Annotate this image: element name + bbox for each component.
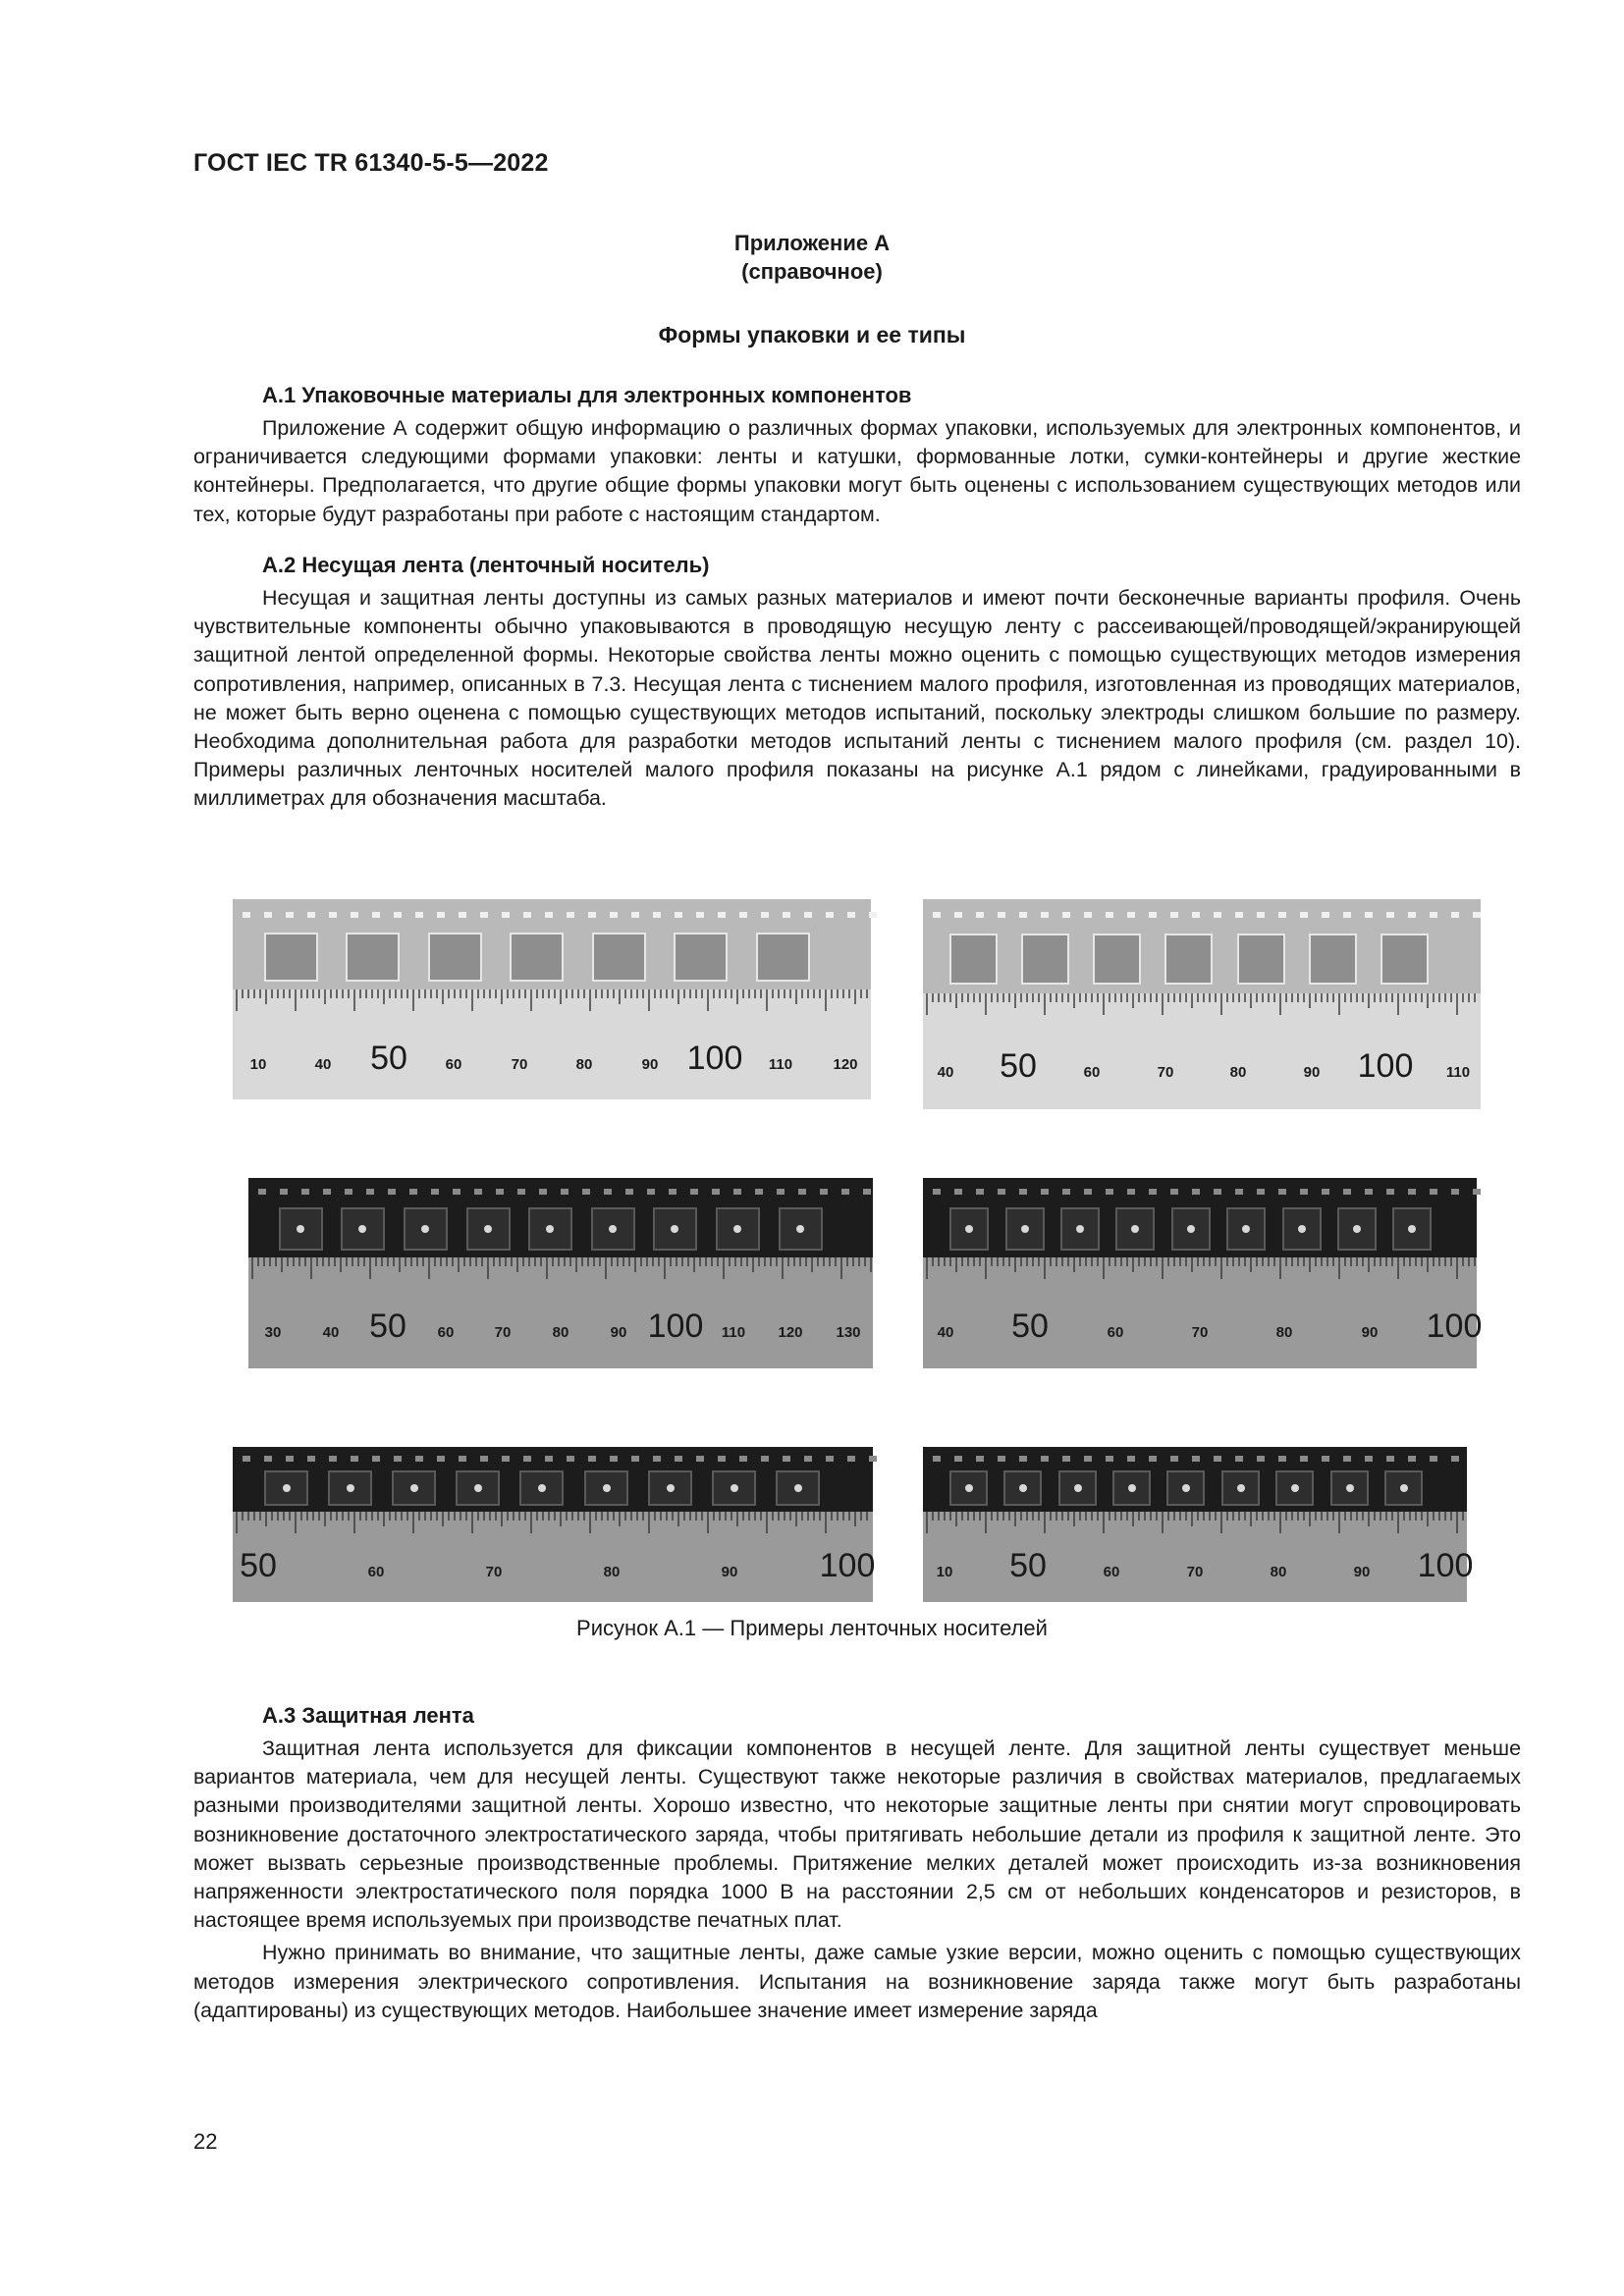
component-pocket [429, 934, 481, 981]
sprocket-hole [1235, 912, 1243, 918]
ruler-label: 40 [314, 1056, 332, 1073]
sprocket-hole [474, 1189, 482, 1195]
pocket-hole [796, 1225, 804, 1233]
sprocket-hole [1386, 912, 1394, 918]
ruler-label: 10 [249, 1056, 267, 1073]
component-pocket [265, 934, 317, 981]
photo-image [248, 1178, 873, 1368]
sprocket-hole [502, 1456, 510, 1462]
ruler-label: 70 [1186, 1564, 1204, 1580]
sprocket-hole [523, 912, 531, 918]
sprocket-hole [545, 1456, 553, 1462]
sprocket-hole [1214, 912, 1221, 918]
sprocket-hole [1365, 1189, 1373, 1195]
sprocket-hole [561, 1189, 568, 1195]
photo-image [923, 899, 1481, 1109]
sprocket-hole [1473, 912, 1481, 918]
ruler [233, 1512, 873, 1602]
sprocket-hole [1278, 1456, 1286, 1462]
ruler-label: 120 [833, 1056, 858, 1073]
appendix-title: Приложение А [733, 231, 891, 255]
sprocket-hole [998, 912, 1005, 918]
sprocket-hole [783, 912, 790, 918]
sprocket-hole [545, 912, 553, 918]
sprocket-hole [431, 1189, 439, 1195]
pocket-hole [1187, 1225, 1195, 1233]
pocket-hole [1291, 1484, 1299, 1492]
ruler-label: 100 [1357, 1047, 1414, 1085]
ruler-label: 70 [1157, 1064, 1174, 1081]
sprocket-hole [1365, 1456, 1373, 1462]
sprocket-hole [567, 912, 574, 918]
sprocket-hole [502, 912, 510, 918]
carrier-tape-photo-5 [233, 1447, 876, 1602]
pocket-hole [1021, 1225, 1029, 1233]
component-pocket [1381, 934, 1428, 984]
sprocket-hole [783, 1456, 790, 1462]
sprocket-hole [1408, 912, 1416, 918]
sprocket-hole [954, 1189, 962, 1195]
sprocket-hole [264, 1456, 272, 1462]
document-header: ГОСТ IEC TR 61340-5-5—2022 [193, 149, 549, 177]
component-pocket [950, 934, 997, 984]
sprocket-hole [976, 912, 984, 918]
ruler-label: 60 [437, 1324, 455, 1341]
sprocket-hole [286, 912, 294, 918]
sprocket-hole [1322, 1456, 1329, 1462]
pocket-hole [1074, 1484, 1082, 1492]
section-a3 [193, 1701, 1521, 2025]
sprocket-hole [1343, 1189, 1351, 1195]
ruler-label: 60 [1083, 1064, 1101, 1081]
sprocket-hole [517, 1189, 525, 1195]
ruler-label: 60 [1107, 1324, 1124, 1341]
component-pocket [1165, 934, 1212, 984]
sprocket-hole [933, 1189, 941, 1195]
sprocket-hole [696, 1456, 704, 1462]
sprocket-hole [1084, 1189, 1092, 1195]
sprocket-hole [847, 1456, 855, 1462]
sprocket-hole [1149, 1189, 1157, 1195]
sprocket-hole [954, 1456, 962, 1462]
sprocket-hole [1365, 912, 1373, 918]
sprocket-hole [669, 1189, 677, 1195]
pocket-hole [1237, 1484, 1245, 1492]
ruler-label: 110 [768, 1056, 793, 1073]
sprocket-hole [1084, 1456, 1092, 1462]
ruler-label: 90 [641, 1056, 659, 1073]
pocket-hole [1076, 1225, 1084, 1233]
ruler-label: 100 [819, 1547, 876, 1584]
sprocket-hole [372, 1456, 380, 1462]
ruler-label: 110 [721, 1324, 746, 1341]
photo-image [233, 899, 871, 1099]
sprocket-hole [820, 1189, 828, 1195]
sprocket-hole [1084, 912, 1092, 918]
sprocket-hole [437, 912, 445, 918]
sprocket-hole [1127, 1456, 1135, 1462]
pocket-hole [733, 1225, 741, 1233]
carrier-tape-photo-6 [923, 1447, 1474, 1602]
pocket-hole [671, 1225, 678, 1233]
component-pocket [511, 934, 563, 981]
sprocket-hole [647, 1189, 655, 1195]
sprocket-hole [631, 912, 639, 918]
ruler-label: 10 [936, 1564, 953, 1580]
sprocket-hole [480, 912, 488, 918]
sprocket-hole [1343, 912, 1351, 918]
sprocket-hole [777, 1189, 785, 1195]
sprocket-hole [415, 912, 423, 918]
ruler [233, 989, 871, 1099]
component-pocket [675, 934, 727, 981]
pocket-hole [347, 1484, 354, 1492]
sprocket-hole [1300, 912, 1308, 918]
sprocket-hole [1041, 1189, 1049, 1195]
sprocket-hole [1408, 1189, 1416, 1195]
sprocket-hole [863, 1189, 871, 1195]
sprocket-hole [280, 1189, 288, 1195]
sprocket-hole [610, 912, 618, 918]
sprocket-hole [653, 912, 661, 918]
sprocket-hole [1300, 1456, 1308, 1462]
sprocket-hole [1430, 1189, 1437, 1195]
sprocket-hole [1041, 1456, 1049, 1462]
ruler-label: 80 [575, 1056, 593, 1073]
sprocket-hole [1235, 1189, 1243, 1195]
sprocket-hole [933, 912, 941, 918]
pocket-hole [410, 1484, 418, 1492]
sprocket-hole [459, 1456, 466, 1462]
sprocket-hole [286, 1456, 294, 1462]
appendix-section-title: Формы упаковки и ее типы [658, 322, 966, 347]
ruler-label: 30 [264, 1324, 282, 1341]
page-number: 22 [193, 2129, 218, 2154]
sprocket-hole [826, 1456, 834, 1462]
ruler-label: 60 [367, 1564, 385, 1580]
sprocket-hole [1257, 912, 1265, 918]
sprocket-hole [1430, 1456, 1437, 1462]
sprocket-hole [1106, 912, 1113, 918]
ruler-label: 100 [1417, 1547, 1474, 1584]
sprocket-hole [329, 912, 337, 918]
ruler-label: 40 [937, 1324, 954, 1341]
sprocket-hole [345, 1189, 352, 1195]
sprocket-hole [588, 912, 596, 918]
ruler-label: 100 [1426, 1308, 1483, 1345]
sprocket-hole [453, 1189, 460, 1195]
sprocket-hole [653, 1456, 661, 1462]
sprocket-hole [976, 1456, 984, 1462]
pocket-hole [731, 1484, 738, 1492]
sprocket-hole [366, 1189, 374, 1195]
pocket-hole [1128, 1484, 1136, 1492]
sprocket-hole [604, 1189, 612, 1195]
sprocket-hole [409, 1189, 417, 1195]
ruler-label: 50 [370, 1040, 407, 1077]
sprocket-hole [869, 912, 877, 918]
component-pocket [347, 934, 399, 981]
sprocket-hole [869, 1456, 877, 1462]
sprocket-hole [1149, 1456, 1157, 1462]
ruler-label: 70 [1191, 1324, 1209, 1341]
sprocket-hole [1106, 1456, 1113, 1462]
pocket-hole [1353, 1225, 1361, 1233]
sprocket-hole [1192, 1189, 1200, 1195]
ruler-label: 90 [610, 1324, 627, 1341]
ruler-label: 50 [1009, 1547, 1047, 1584]
pocket-hole [965, 1225, 973, 1233]
sprocket-hole [718, 912, 726, 918]
photo-image [923, 1447, 1474, 1602]
sprocket-hole [1257, 1456, 1265, 1462]
sprocket-hole [841, 1189, 849, 1195]
ruler-label: 50 [240, 1547, 277, 1584]
sprocket-hole [1278, 1189, 1286, 1195]
ruler [923, 1512, 1467, 1602]
photo-image [923, 1178, 1483, 1368]
ruler-label: 70 [511, 1056, 528, 1073]
sprocket-hole [437, 1456, 445, 1462]
ruler-label: 60 [1103, 1564, 1120, 1580]
sprocket-hole [998, 1189, 1005, 1195]
sprocket-hole [826, 912, 834, 918]
sprocket-hole [625, 1189, 633, 1195]
pocket-hole [1298, 1225, 1306, 1233]
pocket-hole [1242, 1225, 1250, 1233]
ruler-label: 130 [836, 1324, 861, 1341]
sprocket-hole [258, 1189, 266, 1195]
sprocket-hole [954, 912, 962, 918]
sprocket-hole [1019, 912, 1027, 918]
component-pocket [593, 934, 645, 981]
section-a3-paragraph-1: Защитная лента используется для фиксации компонентов в несущей ленте. Для защитной ленты существует меньше вариантов материала, чем для несущей ленты. Существуют также некоторые различия в свойствах материалов, предлагаемых разными производителями защитной ленты. Хорошо известно, что некоторые защитные ленты при снятии могут спровоцировать возникновение достаточного электростатического заряда, чтобы притягивать небольшие детали из профиля к защитной ленте. Это может вызвать серьезные производственные проблемы. Притяжение мелких деталей может происходить из-за возникновения напряженности электростатического поля порядка 1000 В на расстоянии 2,5 см от небольших конденсаторов и резисторов, в настоящее время используемых при производстве печатных плат. [193, 1736, 1521, 1933]
sprocket-hole [718, 1456, 726, 1462]
ruler-label: 90 [1353, 1564, 1371, 1580]
sprocket-hole [1149, 912, 1157, 918]
ruler-label: 60 [445, 1056, 462, 1073]
sprocket-hole [696, 912, 704, 918]
sprocket-hole [847, 912, 855, 918]
sprocket-hole [1278, 912, 1286, 918]
sprocket-hole [372, 912, 380, 918]
figure-caption: Рисунок А.1 — Примеры ленточных носителей [576, 1616, 1048, 1640]
sprocket-hole [798, 1189, 806, 1195]
pocket-hole [1408, 1225, 1416, 1233]
component-pocket [1238, 934, 1284, 984]
pocket-hole [484, 1225, 492, 1233]
pocket-hole [358, 1225, 366, 1233]
section-a2-paragraph: Несущая и защитная ленты доступны из самых разных материалов и имеют почти бесконечные варианты профиля. Очень чувствительные компоненты обычно упаковываются в проводящую несущую ленту с рассеивающей/проводящей/экранирующей защитной лентой определенной формы. Некоторые свойства ленты можно оценить с помощью существующих методов измерения сопротивления, например, описанных в 7.3. Несущая лента с тиснением малого профиля, изготовленная из проводящих материалов, не может быть верно оценена с помощью существующих методов испытаний, поскольку электроды слишком большие по размеру. Необходима дополнительная работа для разработки методов испытаний ленты с тиснением малого профиля (см. раздел 10). Примеры различных ленточных носителей малого профиля показаны на рисунке А.1 рядом с линейками, градуированными в миллиметрах для обозначения масштаба. [193, 586, 1521, 811]
sprocket-hole [459, 912, 466, 918]
section-a3-paragraph-2: Нужно принимать во внимание, что защитные ленты, даже самые узкие версии, можно оценить с помощью существующих методов измерения электрического сопротивления. Испытания на возникновение заряда также могут быть разработаны (адаптированы) из существующих методов. Наибольшее значение имеет измерение заряда [193, 1941, 1521, 2022]
pocket-hole [1400, 1484, 1408, 1492]
sprocket-hole [264, 912, 272, 918]
carrier-tape-photo-1 [233, 899, 871, 1099]
ruler-label: 100 [647, 1308, 704, 1345]
component-pocket [757, 934, 809, 981]
sprocket-hole [415, 1456, 423, 1462]
sprocket-hole [1019, 1456, 1027, 1462]
ruler [923, 1257, 1477, 1368]
sprocket-hole [1322, 1189, 1329, 1195]
sprocket-hole [755, 1189, 763, 1195]
photo-image [233, 1447, 876, 1602]
sprocket-hole [1451, 1189, 1459, 1195]
sprocket-hole [588, 1456, 596, 1462]
ruler-label: 80 [1270, 1564, 1287, 1580]
sprocket-hole [351, 912, 358, 918]
sprocket-hole [243, 1456, 250, 1462]
sprocket-hole [1235, 1456, 1243, 1462]
sprocket-hole [539, 1189, 547, 1195]
pocket-hole [1346, 1484, 1354, 1492]
ruler-label: 80 [552, 1324, 569, 1341]
sprocket-hole [1451, 912, 1459, 918]
sprocket-hole [933, 1456, 941, 1462]
section-a3-heading: А.3 Защитная лента [262, 1703, 474, 1728]
sprocket-hole [804, 1456, 812, 1462]
ruler [248, 1257, 873, 1368]
ruler-label: 70 [494, 1324, 512, 1341]
pocket-hole [1019, 1484, 1027, 1492]
sprocket-hole [567, 1456, 574, 1462]
sprocket-hole [1473, 1189, 1481, 1195]
ruler-label: 90 [721, 1564, 738, 1580]
pocket-hole [794, 1484, 802, 1492]
ruler-label: 80 [603, 1564, 621, 1580]
pocket-hole [283, 1484, 291, 1492]
ruler-label: 70 [485, 1564, 503, 1580]
sprocket-hole [1300, 1189, 1308, 1195]
component-pocket [1310, 934, 1356, 984]
sprocket-hole [712, 1189, 720, 1195]
sprocket-hole [1386, 1456, 1394, 1462]
sprocket-hole [582, 1189, 590, 1195]
section-a1-heading: А.1 Упаковочные материалы для электронных компонентов [262, 383, 912, 407]
ruler-label: 80 [1229, 1064, 1247, 1081]
appendix-subtitle: (справочное) [741, 259, 883, 284]
sprocket-hole [1170, 1456, 1178, 1462]
sprocket-hole [523, 1456, 531, 1462]
sprocket-hole [1214, 1456, 1221, 1462]
sprocket-hole [1019, 1189, 1027, 1195]
sprocket-hole [1408, 1456, 1416, 1462]
pocket-hole [667, 1484, 675, 1492]
ruler-label: 120 [778, 1324, 803, 1341]
sprocket-hole [323, 1189, 331, 1195]
sprocket-hole [804, 912, 812, 918]
section-a1-paragraph: Приложение А содержит общую информацию о различных формах упаковки, используемых для электронных компонентов, и ограничивается следующими формами упаковки: ленты и катушки, формованные лотки, сумки-контейнеры и другие жесткие контейнеры. Предполагается, что другие общие формы упаковки могут быть оценены с использованием существующих методов или тех, которые будут разработаны при работе с настоящим стандартом. [193, 416, 1521, 526]
sprocket-hole [329, 1456, 337, 1462]
sprocket-hole [1041, 912, 1049, 918]
ruler-label: 80 [1275, 1324, 1293, 1341]
sprocket-hole [1430, 912, 1437, 918]
ruler-label: 100 [686, 1040, 743, 1077]
component-pocket [1094, 934, 1140, 984]
ruler-label: 40 [322, 1324, 340, 1341]
sprocket-hole [307, 912, 315, 918]
sprocket-hole [307, 1456, 315, 1462]
sprocket-hole [739, 912, 747, 918]
sprocket-hole [1192, 1456, 1200, 1462]
sprocket-hole [1386, 1189, 1394, 1195]
component-pocket [1022, 934, 1068, 984]
ruler-label: 90 [1303, 1064, 1321, 1081]
sprocket-hole [1451, 1456, 1459, 1462]
sprocket-hole [610, 1456, 618, 1462]
sprocket-hole [243, 912, 250, 918]
sprocket-hole [480, 1456, 488, 1462]
sprocket-hole [1322, 912, 1329, 918]
carrier-tape-photo-4 [923, 1178, 1483, 1368]
pocket-hole [474, 1484, 482, 1492]
pocket-hole [538, 1484, 546, 1492]
sprocket-hole [394, 912, 402, 918]
pocket-hole [1131, 1225, 1139, 1233]
ruler-label: 50 [1011, 1308, 1049, 1345]
section-a2 [193, 551, 1521, 814]
pocket-hole [421, 1225, 429, 1233]
pocket-hole [546, 1225, 554, 1233]
sprocket-hole [675, 912, 682, 918]
pocket-hole [297, 1225, 304, 1233]
sprocket-hole [631, 1456, 639, 1462]
sprocket-hole [1127, 1189, 1135, 1195]
section-a2-heading: А.2 Несущая лента (ленточный носитель) [262, 553, 710, 577]
pocket-hole [609, 1225, 617, 1233]
sprocket-hole [675, 1456, 682, 1462]
sprocket-hole [1343, 1456, 1351, 1462]
sprocket-hole [1214, 1189, 1221, 1195]
pocket-hole [603, 1484, 611, 1492]
sprocket-hole [1106, 1189, 1113, 1195]
sprocket-hole [976, 1189, 984, 1195]
carrier-tape-photo-2 [923, 899, 1481, 1109]
sprocket-hole [761, 912, 769, 918]
sprocket-hole [351, 1456, 358, 1462]
section-a1 [193, 381, 1521, 529]
ruler-label: 90 [1361, 1324, 1379, 1341]
sprocket-hole [388, 1189, 396, 1195]
pocket-hole [1182, 1484, 1190, 1492]
sprocket-hole [496, 1189, 504, 1195]
pocket-hole [965, 1484, 973, 1492]
sprocket-hole [1062, 1456, 1070, 1462]
sprocket-hole [998, 1456, 1005, 1462]
sprocket-hole [739, 1456, 747, 1462]
ruler-label: 50 [369, 1308, 406, 1345]
sprocket-hole [1127, 912, 1135, 918]
sprocket-hole [761, 1456, 769, 1462]
sprocket-hole [1192, 912, 1200, 918]
sprocket-hole [1170, 912, 1178, 918]
sprocket-hole [1170, 1189, 1178, 1195]
sprocket-hole [301, 1189, 309, 1195]
ruler-label: 110 [1445, 1064, 1471, 1081]
sprocket-hole [690, 1189, 698, 1195]
carrier-tape-photo-3 [248, 1178, 873, 1368]
sprocket-hole [1257, 1189, 1265, 1195]
ruler-label: 50 [1000, 1047, 1037, 1085]
sprocket-hole [1062, 1189, 1070, 1195]
sprocket-hole [733, 1189, 741, 1195]
sprocket-hole [1062, 912, 1070, 918]
ruler-label: 40 [937, 1064, 954, 1081]
sprocket-hole [394, 1456, 402, 1462]
